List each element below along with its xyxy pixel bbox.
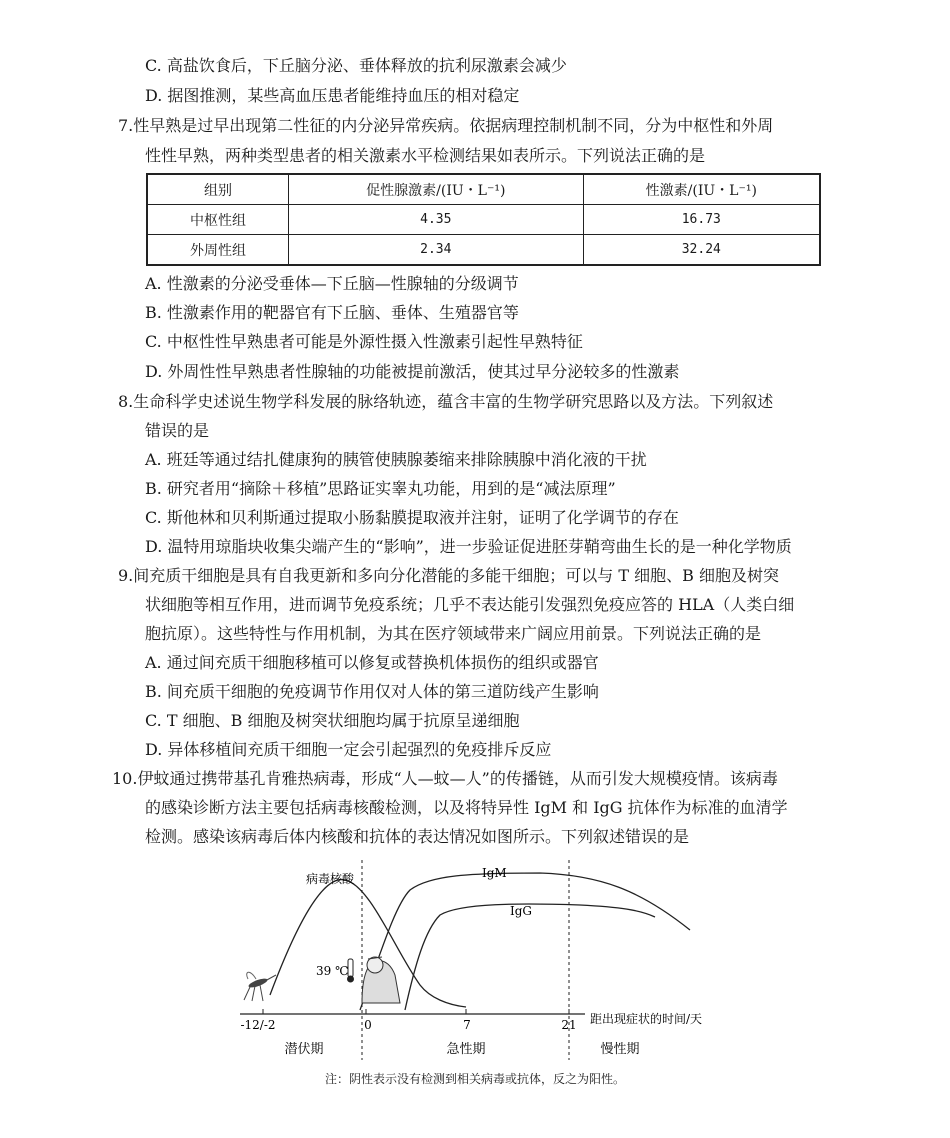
q7-number: 7. — [118, 116, 134, 135]
table-header-cell: 性激素/(IU・L⁻¹) — [583, 174, 820, 205]
q9-stem-line3: 胞抗原）。这些特性与作用机制，为其在医疗领域带来广阔应用前景。下列说法正确的是 — [145, 624, 762, 643]
series-label: IgG — [510, 904, 533, 918]
x-tick-label: -12/-2 — [240, 1018, 276, 1032]
q9-option-a: A. 通过间充质干细胞移植可以修复或替换机体损伤的组织或器官 — [145, 653, 599, 672]
table-header-cell: 促性腺激素/(IU・L⁻¹) — [289, 174, 584, 205]
q9-number: 9. — [118, 566, 134, 585]
q8-stem-line1: 8.生命科学史述说生物学科发展的脉络轨迹，蕴含丰富的生物学研究思路以及方法。下列叙述 — [118, 392, 774, 411]
q9-stem-line1: 9.间充质干细胞是具有自我更新和多向分化潜能的多能干细胞；可以与 T 细胞、B 细胞及树突 — [118, 566, 779, 585]
phase-label: 慢性期 — [600, 1042, 640, 1057]
q7-stem-line1: 7.性早熟是过早出现第二性征的内分泌异常疾病。依据病理控制机制不同，分为中枢性和外周 — [118, 116, 774, 135]
q10-number: 10. — [112, 769, 138, 788]
q7-hormone-table — [146, 173, 821, 266]
series-line-igg — [405, 904, 655, 1010]
q10-figure — [0, 855, 950, 1065]
phase-label: 急性期 — [446, 1042, 486, 1057]
table-row — [147, 205, 820, 235]
table-header-cell: 组别 — [147, 174, 289, 205]
q8-number: 8. — [118, 392, 134, 411]
table-header-row — [147, 174, 820, 205]
table-cell: 中枢性组 — [147, 205, 289, 235]
q7-stem-line2: 性性早熟，两种类型患者的相关激素水平检测结果如表所示。下列说法正确的是 — [145, 146, 706, 165]
table-cell: 16.73 — [583, 205, 820, 235]
q8-stem-line2: 错误的是 — [145, 421, 210, 440]
table-cell: 4.35 — [289, 205, 584, 235]
q10-stem-line1: 10.伊蚊通过携带基孔肯雅热病毒，形成“人—蚊—人”的传播链，从而引发大规模疫情。该病毒 — [112, 769, 778, 788]
q7-option-c: C. 中枢性性早熟患者可能是外源性摄入性激素引起性早熟特征 — [145, 332, 583, 351]
q8-option-a: A. 班廷等通过结扎健康狗的胰管使胰腺萎缩来排除胰腺中消化液的干扰 — [145, 450, 647, 469]
x-tick-label: 7 — [463, 1018, 471, 1032]
table-cell: 2.34 — [289, 235, 584, 266]
q8-option-b: B. 研究者用“摘除＋移植”思路证实睾丸功能，用到的是“减法原理” — [145, 479, 616, 498]
table-row — [147, 235, 820, 266]
prev-option-c: C. 高盐饮食后，下丘脑分泌、垂体释放的抗利尿激素会减少 — [145, 56, 567, 75]
q10-stem-line3: 检测。感染该病毒后体内核酸和抗体的表达情况如图所示。下列叙述错误的是 — [145, 827, 690, 846]
x-tick-label: 0 — [364, 1018, 372, 1032]
q10-stem-line2: 的感染诊断方法主要包括病毒核酸检测，以及将特异性 IgM 和 IgG 抗体作为标准的血清学 — [145, 798, 788, 817]
x-tick-label: 21 — [561, 1018, 577, 1032]
prev-option-d: D. 据图推测，某些高血压患者能维持血压的相对稳定 — [145, 86, 520, 105]
q9-stem-line2: 状细胞等相互作用，进而调节免疫系统；几乎不表达能引发强烈免疫应答的 HLA（人类白细 — [145, 595, 795, 614]
figure-note: 注：阴性表示没有检测到相关病毒或抗体，反之为阳性。 — [324, 1072, 625, 1086]
q9-option-b: B. 间充质干细胞的免疫调节作用仅对人体的第三道防线产生影响 — [145, 682, 599, 701]
table-cell: 外周性组 — [147, 235, 289, 266]
sick-person-icon — [362, 957, 400, 1003]
fever-label: 39 ℃ — [316, 964, 349, 978]
phase-label: 潜伏期 — [284, 1042, 324, 1057]
series-label: 病毒核酸 — [306, 872, 355, 886]
q7-option-b: B. 性激素作用的靶器官有下丘脑、垂体、生殖器官等 — [145, 303, 519, 322]
q7-option-a: A. 性激素的分泌受垂体—下丘脑—性腺轴的分级调节 — [145, 274, 519, 293]
q7-option-d: D. 外周性性早熟患者性腺轴的功能被提前激活，使其过早分泌较多的性激素 — [145, 362, 680, 381]
q8-option-d: D. 温特用琼脂块收集尖端产生的“影响”，进一步验证促进胚芽鞘弯曲生长的是一种化学物质 — [145, 537, 792, 556]
series-label: IgM — [482, 866, 507, 880]
table-cell: 32.24 — [583, 235, 820, 266]
x-axis-label: 距出现症状的时间/天 — [590, 1012, 703, 1026]
q9-option-c: C. T 细胞、B 细胞及树突状细胞均属于抗原呈递细胞 — [145, 711, 520, 730]
q9-option-d: D. 异体移植间充质干细胞一定会引起强烈的免疫排斥反应 — [145, 740, 552, 759]
thermometer-icon — [347, 959, 354, 983]
mosquito-icon — [244, 972, 276, 1001]
q8-option-c: C. 斯他林和贝利斯通过提取小肠黏膜提取液并注射，证明了化学调节的存在 — [145, 508, 679, 527]
